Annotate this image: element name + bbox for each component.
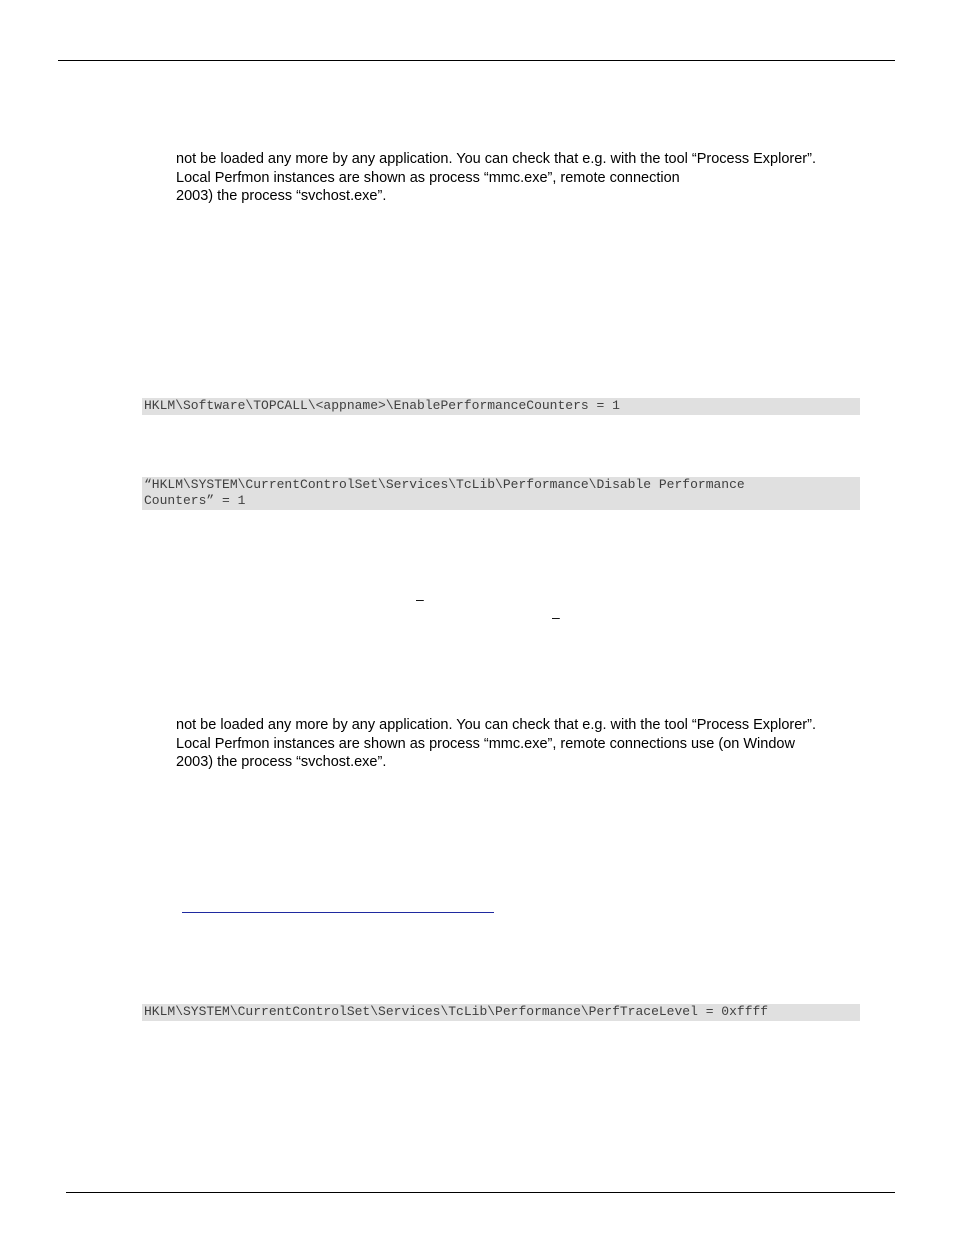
dash-mark: –	[552, 609, 560, 625]
code-line: “HKLM\SYSTEM\CurrentControlSet\Services\TcLib\Performance\Disable Performance	[144, 477, 745, 492]
paragraph-line: not be loaded any more by any application. You can check that e.g. with the tool “Process Explorer”.	[176, 151, 816, 167]
paragraph-perfmon-note-2	[176, 716, 876, 772]
code-block-disable-counters	[142, 477, 860, 510]
code-line: HKLM\SYSTEM\CurrentControlSet\Services\TcLib\Performance\PerfTraceLevel = 0xffff	[144, 1004, 769, 1019]
code-block-trace-level	[142, 1004, 860, 1021]
code-line: HKLM\Software\TOPCALL\<appname>\EnablePerformanceCounters = 1	[144, 398, 620, 413]
paragraph-line: Local Perfmon instances are shown as process “mmc.exe”, remote connection	[176, 169, 680, 186]
paragraph-perfmon-note-1	[176, 150, 876, 206]
paragraph-line: Local Perfmon instances are shown as process “mmc.exe”, remote connections use (on Window	[176, 735, 795, 752]
footer-rule	[66, 1192, 895, 1193]
paragraph-line: 2003) the process “svchost.exe”.	[176, 188, 387, 204]
hyperlink-underline[interactable]	[182, 912, 494, 913]
dash-mark: –	[416, 591, 424, 607]
code-block-enable-counters	[142, 398, 860, 415]
code-line: Counters” = 1	[144, 493, 246, 508]
header-rule	[58, 60, 895, 61]
paragraph-line: not be loaded any more by any application. You can check that e.g. with the tool “Process Explorer”.	[176, 717, 816, 733]
paragraph-line: 2003) the process “svchost.exe”.	[176, 754, 387, 770]
